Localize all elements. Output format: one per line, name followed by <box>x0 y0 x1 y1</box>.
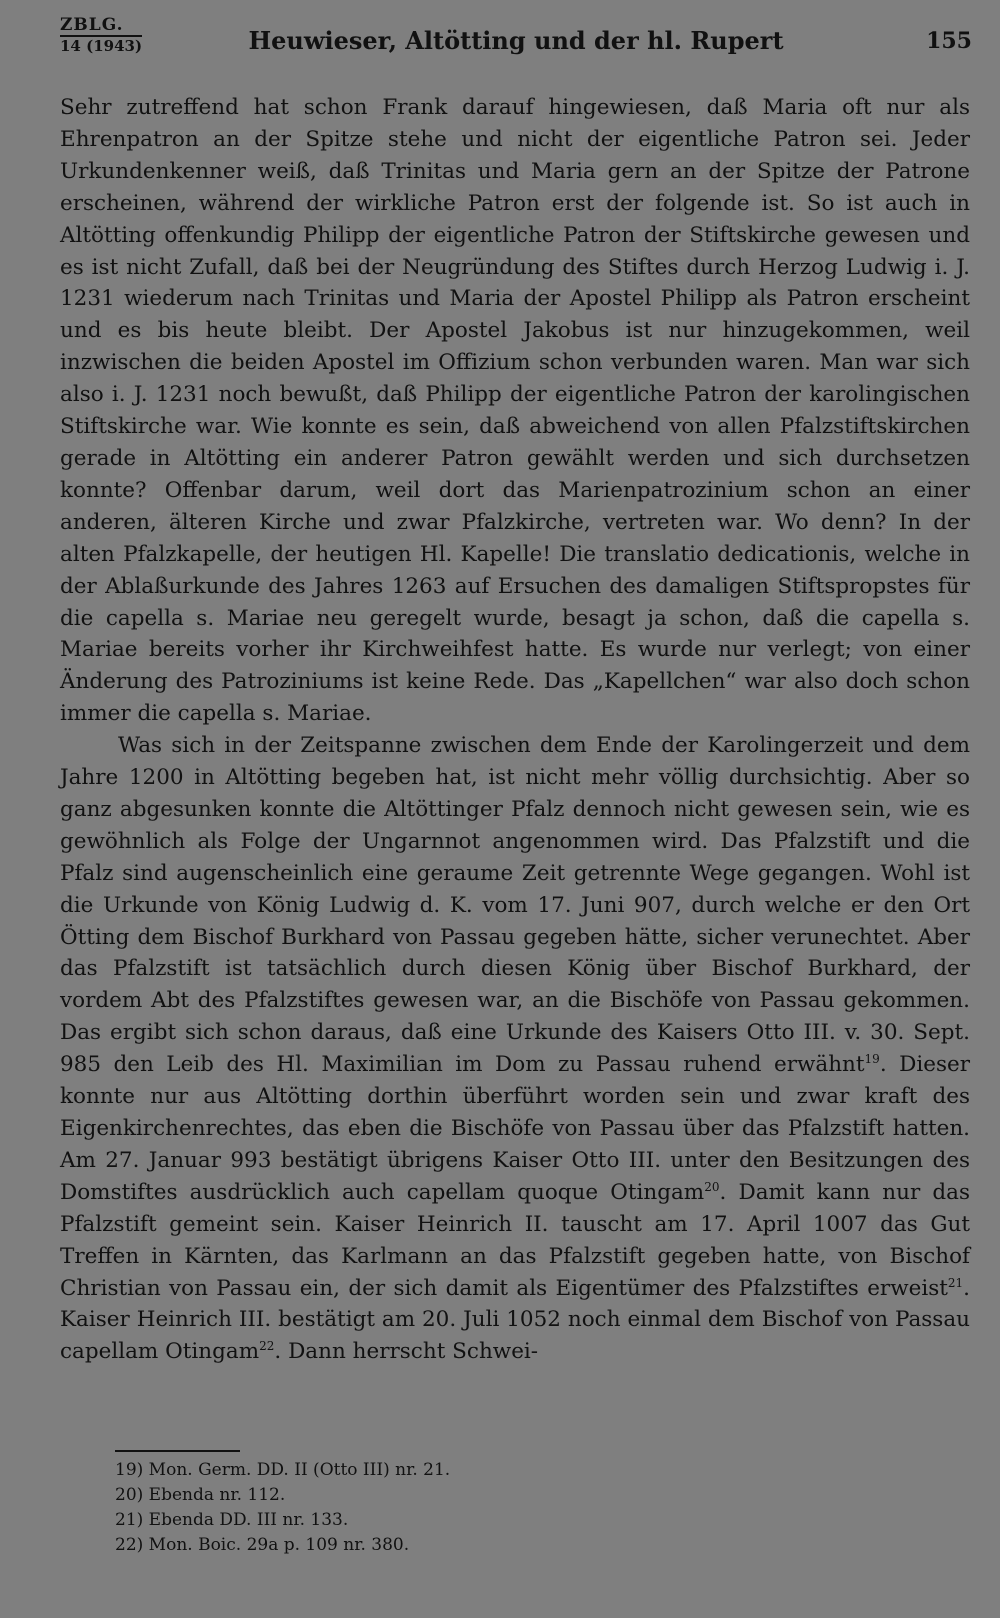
text-run: Dieser konnte nur aus Altötting dorthin überführt worden sein und zwar kraft des Eigenkirchenrechtes, das eben die Bischöfe von Passau über das Pfalzstift hatten. Am 27. Januar 993 bestätigt übrigens Kaiser Otto III. unter den Besitzungen des Domstiftes ausdrücklich auch capellam quoque Otingam <box>60 1052 971 1205</box>
text-run: Sehr zutreffend hat schon Frank darauf hingewiesen, daß Maria oft nur als Ehrenpatron an der Spitze stehe und nicht der eigentliche Patron sei. Jeder Urkundenkenner weiß, daß Trinitas und Maria gern an der Spitze der Patrone erscheinen, während der wirkliche Patron erst der folgende ist. So ist auch in Altötting offenkundig Philipp der eigentliche Patron der Stiftskirche gewesen und es ist nicht Zufall, daß bei der Neugründung des Stiftes durch Herzog Ludwig i. J. 1231 wiederum nach Trinitas und Maria der Apostel Philipp als Patron erscheint und es bis heute bleibt. Der Apostel Jakobus ist nur hinzugekommen, weil inzwischen die beiden Apostel im Offizium schon verbunden waren. Man war sich also i. J. 1231 noch bewußt, daß Philipp der eigentliche Patron der karolingischen Stiftskirche war. Wie konnte es sein, daß abweichend von allen Pfalzstiftskirchen gerade in Altötting ein anderer Patron gewählt werden und sich durchsetzen konnte? Offenbar darum, weil dort das Marienpatrozinium schon an einer anderen, älteren Kirche und zwar Pfalzkirche, vertreten war. Wo denn? In der alten Pfalzkapelle, der heutigen Hl. Kapelle! Die translatio dedicationis, welche in der Ablaßurkunde des Jahres 1263 auf Ersuchen des damaligen Stiftspropstes für die capella s. Mariae neu geregelt wurde, besagt ja schon, daß die capella s. Mariae bereits vorher ihr Kirchweihfest hatte. Es wurde nur verlegt; von einer Änderung des Patroziniums ist keine Rede. Das „Kapellchen“ war also doch schon immer die capella s. Mariae. <box>60 95 970 727</box>
footnote <box>115 1458 450 1483</box>
footnote <box>115 1533 450 1558</box>
running-header <box>60 16 972 72</box>
footnote-ref: 22 <box>259 1339 275 1354</box>
footnote-number: 21) <box>115 1510 144 1530</box>
footnote-ref: 19 <box>864 1052 880 1067</box>
journal-abbreviation: ZBLG. <box>60 15 124 35</box>
text-run: Kaiser Heinrich III. bestätigt am 20. Juli 1052 noch einmal dem Bischof von Passau capellam Otingam <box>60 1307 970 1365</box>
footnote-number: 20) <box>115 1485 144 1505</box>
footnote <box>115 1508 450 1533</box>
main-text <box>60 92 970 1368</box>
paragraph-2: Was sich in der Zeitspanne zwischen dem Ende der Karolingerzeit und dem Jahre 1200 in Altötting begeben hat, ist nicht mehr völlig durchsichtig. Aber so ganz abgesunken konnte die Altöttinger Pfalz dennoch nicht gewesen sein, wie es gewöhnlich als Folge der Ungarnnot angenommen wird. Das Pfalzstift und die Pfalz sind augenscheinlich eine geraume Zeit getrennte Wege gegangen. Wohl ist die Urkunde von König Ludwig d. K. vom 17. Juni 907, durch welche er den Ort Ötting dem Bischof Burkhard von Passau gegeben hätte, sicher verunechtet. Aber das Pfalzstift ist tatsächlich durch diesen König über Bischof Burkhard, der vordem Abt des Pfalzstiftes gewesen war, an die Bischöfe von Passau gekommen. Das ergibt sich schon daraus, daß eine Urkunde des Kaisers Otto III. v. 30. Sept. 985 den Leib des Hl. Maximilian im Dom zu Passau ruhend erwähnt$^{19}$. Dieser konnte nur aus Altötting dorthin überführt worden sein und zwar kraft des Eigenkirchenrechtes, das eben die Bischöfe von Passau über das Pfalzstift hatten. Am 27. Januar 993 bestätigt übrigens Kaiser Otto III. unter den Besitzungen des Domstiftes ausdrücklich auch capellam quoque Otingam$^{20}$. Damit kann nur das Pfalzstift gemeint sein. Kaiser Heinrich II. tauscht am 17. April 1007 das Gut Treffen in Kärnten, das Karlmann an das Pfalzstift gegeben hatte, von Bischof Christian von Passau ein, der sich damit als Eigentümer des Pfalzstiftes erweist$^{21}$. Kaiser Heinrich III. bestätigt am 20. Juli 1052 noch einmal dem Bischof von Passau capellam Otingam$^{22}$. Dann herrscht Schwei- <box>60 733 971 1365</box>
footnote-text: Ebenda nr. 112. <box>148 1485 286 1505</box>
footnote-number: 22) <box>115 1535 144 1555</box>
page-number: 155 <box>926 28 972 54</box>
footnote-text: Mon. Boic. 29a p. 109 nr. 380. <box>148 1535 410 1555</box>
footnote-text: Mon. Germ. DD. II (Otto III) nr. 21. <box>148 1460 451 1480</box>
footnote-divider <box>115 1450 240 1452</box>
footnotes <box>115 1458 450 1558</box>
text-run: Damit kann nur das Pfalzstift gemeint sein. Kaiser Heinrich II. tauscht am 17. April 1007 das Gut Treffen in Kärnten, das Karlmann an das Pfalzstift gegeben hatte, von Bischof Christian von Passau ein, der sich damit als Eigentümer des Pfalzstiftes erweist <box>60 1179 970 1301</box>
footnote-ref: 21 <box>947 1275 964 1290</box>
footnote-number: 19) <box>115 1460 144 1480</box>
text-run: Dann herrscht Schwei- <box>288 1339 539 1365</box>
text-run: Was sich in der Zeitspanne zwischen dem Ende der Karolingerzeit und dem Jahre 1200 in Altötting begeben hat, ist nicht mehr völlig durchsichtig. Aber so ganz abgesunken konnte die Altöttinger Pfalz dennoch nicht gewesen sein, wie es gewöhnlich als Folge der Ungarnnot angenommen wird. Das Pfalzstift und die Pfalz sind augenscheinlich eine geraume Zeit getrennte Wege gegangen. Wohl ist die Urkunde von König Ludwig d. K. vom 17. Juni 907, durch welche er den Ort Ötting dem Bischof Burkhard von Passau gegeben hätte, sicher verunechtet. Aber das Pfalzstift ist tatsächlich durch diesen König über Bischof Burkhard, der vordem Abt des Pfalzstiftes gewesen war, an die Bischöfe von Passau gekommen. Das ergibt sich schon daraus, daß eine Urkunde des Kaisers Otto III. v. 30. Sept. 985 den Leib des Hl. Maximilian im Dom zu Passau ruhend erwähnt <box>60 733 970 1078</box>
footnote-ref: 20 <box>704 1179 720 1194</box>
journal-volume: 14 (1943) <box>60 37 143 55</box>
footnote <box>115 1483 450 1508</box>
footnote-text: Ebenda DD. III nr. 133. <box>148 1510 349 1530</box>
paragraph-1 <box>60 92 970 730</box>
running-title: Heuwieser, Altötting und der hl. Rupert <box>248 26 784 55</box>
